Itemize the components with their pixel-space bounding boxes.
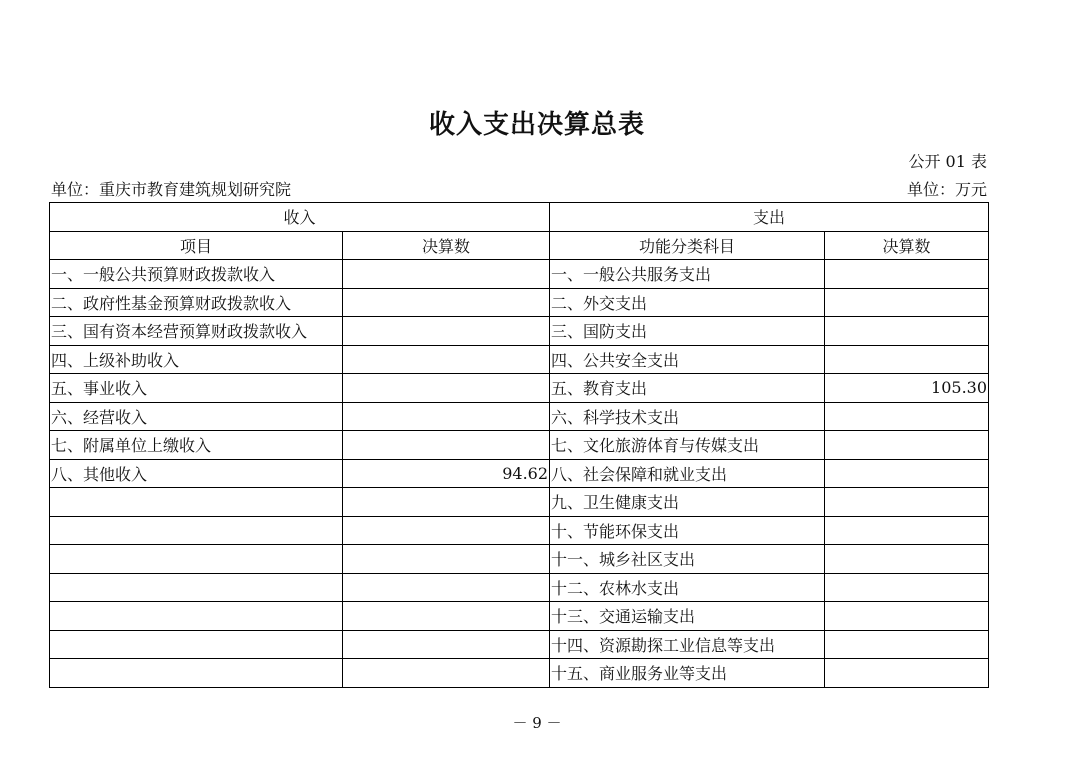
group-header-row [50,203,989,232]
income-amount-cell [343,545,550,574]
group-expense: 支出 [550,203,989,232]
income-amount-cell [343,488,550,517]
income-item-cell [50,659,343,688]
income-item-cell [50,488,343,517]
income-item-cell [50,545,343,574]
income-item-cell: 三、国有资本经营预算财政拨款收入 [50,317,343,346]
table-row [50,288,989,317]
expense-amount-cell: 105.30 [825,374,989,403]
expense-amount-cell [825,573,989,602]
expense-item-cell: 十一、城乡社区支出 [550,545,825,574]
expense-item-cell: 四、公共安全支出 [550,345,825,374]
income-item-cell: 七、附属单位上缴收入 [50,431,343,460]
expense-amount-cell [825,630,989,659]
expense-item-cell: 六、科学技术支出 [550,402,825,431]
income-amount-cell [343,402,550,431]
expense-item-cell: 十三、交通运输支出 [550,602,825,631]
expense-amount-cell [825,288,989,317]
table-row [50,459,989,488]
header-expense-amount: 决算数 [825,231,989,260]
income-item-cell [50,630,343,659]
income-amount-cell [343,573,550,602]
header-income-item: 项目 [50,231,343,260]
expense-item-cell: 十、节能环保支出 [550,516,825,545]
header-income-amount: 决算数 [343,231,550,260]
income-amount-cell [343,317,550,346]
expense-amount-cell [825,459,989,488]
income-amount-cell [343,516,550,545]
expense-amount-cell [825,545,989,574]
income-amount-cell [343,630,550,659]
expense-item-cell: 七、文化旅游体育与传媒支出 [550,431,825,460]
income-item-cell [50,573,343,602]
table-row [50,573,989,602]
expense-amount-cell [825,317,989,346]
table-row [50,402,989,431]
income-amount-cell [343,345,550,374]
income-amount-cell [343,288,550,317]
income-item-cell: 四、上级补助收入 [50,345,343,374]
expense-item-cell: 十五、商业服务业等支出 [550,659,825,688]
table-row [50,545,989,574]
table-row [50,630,989,659]
table-row [50,659,989,688]
expense-amount-cell [825,402,989,431]
table-row [50,374,989,403]
expense-item-cell: 一、一般公共服务支出 [550,260,825,289]
expense-amount-cell [825,260,989,289]
expense-amount-cell [825,345,989,374]
income-item-cell [50,516,343,545]
form-number: 公开 01 表 [908,152,987,171]
expense-amount-cell [825,659,989,688]
expense-item-cell: 十二、农林水支出 [550,573,825,602]
budget-table [49,202,989,688]
group-income: 收入 [50,203,550,232]
income-amount-cell [343,374,550,403]
unit-organization: 单位：重庆市教育建筑规划研究院 [51,180,292,199]
income-amount-cell [343,260,550,289]
column-header-row [50,231,989,260]
expense-amount-cell [825,488,989,517]
page-title: 收入支出决算总表 [428,110,645,140]
table-row [50,488,989,517]
income-amount-cell [343,431,550,460]
expense-item-cell: 二、外交支出 [550,288,825,317]
income-item-cell: 六、经营收入 [50,402,343,431]
expense-item-cell: 五、教育支出 [550,374,825,403]
header-expense-item: 功能分类科目 [550,231,825,260]
table-row [50,431,989,460]
table-row [50,260,989,289]
income-amount-cell [343,602,550,631]
income-item-cell: 二、政府性基金预算财政拨款收入 [50,288,343,317]
table-row [50,602,989,631]
table-row [50,516,989,545]
page-number: － 9 － [512,714,562,732]
income-item-cell: 八、其他收入 [50,459,343,488]
income-item-cell: 五、事业收入 [50,374,343,403]
income-amount-cell [343,659,550,688]
table-row [50,317,989,346]
expense-amount-cell [825,602,989,631]
income-amount-cell: 94.62 [343,459,550,488]
expense-item-cell: 三、国防支出 [550,317,825,346]
unit-measure: 单位：万元 [906,180,987,199]
income-item-cell: 一、一般公共预算财政拨款收入 [50,260,343,289]
expense-item-cell: 九、卫生健康支出 [550,488,825,517]
table-row [50,345,989,374]
expense-amount-cell [825,516,989,545]
expense-item-cell: 十四、资源勘探工业信息等支出 [550,630,825,659]
expense-amount-cell [825,431,989,460]
expense-item-cell: 八、社会保障和就业支出 [550,459,825,488]
income-item-cell [50,602,343,631]
